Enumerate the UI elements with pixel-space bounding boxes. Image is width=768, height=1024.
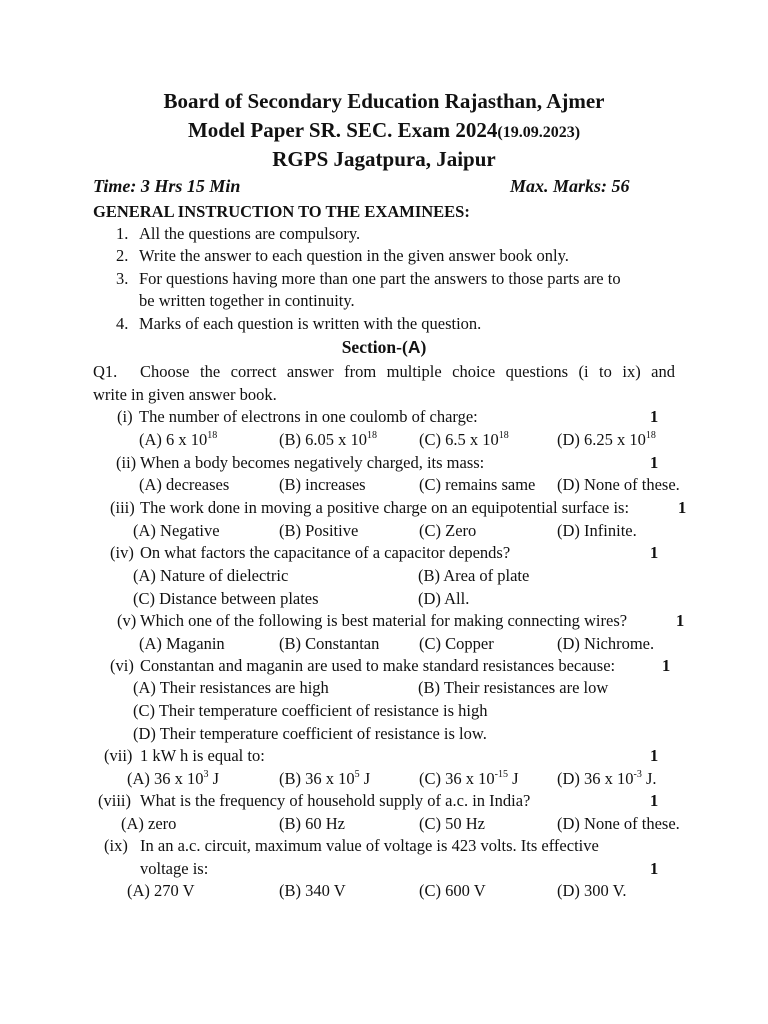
instruction-number: 3. [116, 269, 129, 288]
question-number: (i) [117, 407, 133, 426]
option-d: (D) Their temperature coefficient of resistance is low. [133, 724, 487, 743]
question-mark: 1 [650, 407, 659, 426]
instruction-text: For questions having more than one part the answers to those parts are to [139, 269, 621, 288]
question-mark: 1 [650, 791, 659, 810]
school-name: RGPS Jagatpura, Jaipur [272, 147, 496, 171]
instruction-text: Marks of each question is written with the question. [139, 314, 482, 333]
option-b: (B) 60 Hz [279, 814, 345, 833]
section-suffix: ) [420, 337, 427, 357]
option-c: (C) 600 V [419, 881, 486, 900]
option-d: (D) 300 V. [557, 881, 627, 900]
option-c: (C) Their temperature coefficient of resistance is high [133, 701, 488, 720]
question-mark: 1 [650, 453, 659, 472]
max-marks: Max. Marks: 56 [510, 176, 630, 196]
question-number: (ii) [116, 453, 137, 472]
question-text: What is the frequency of household supply of a.c. in India? [140, 791, 531, 810]
question-number: (vi) [110, 656, 134, 675]
option-a: (A) Maganin [139, 634, 225, 653]
exam-date: (19.09.2023) [497, 124, 581, 141]
instruction-number: 2. [116, 246, 129, 265]
section-letter: A [407, 337, 421, 357]
question-mark: 1 [678, 498, 687, 517]
question-text: When a body becomes negatively charged, its mass: [140, 453, 485, 472]
question-mark: 1 [650, 746, 659, 765]
exam-title-main: Model Paper SR. SEC. Exam 2024 [187, 118, 498, 142]
option-a: (A) decreases [139, 475, 230, 494]
question-label: Q1. [93, 362, 118, 381]
option-b: (B) 340 V [279, 881, 346, 900]
instruction-number: 4. [116, 314, 129, 333]
question-mark: 1 [676, 611, 685, 630]
option-b: (B) Area of plate [418, 566, 530, 585]
option-b: (B) Their resistances are low [418, 678, 609, 697]
option-a: (A) Negative [133, 521, 220, 540]
option-c: (C) 36 x $10^{-15}$ J [419, 769, 519, 788]
option-c: (C) 6.5 x $10^{18}$ [419, 430, 509, 449]
option-a: (A) Nature of dielectric [133, 566, 289, 585]
option-b: (B) Constantan [279, 634, 380, 653]
option-b: (B) 6.05 x $10^{18}$ [279, 430, 377, 449]
question-number: (iv) [110, 543, 134, 562]
option-d: (D) None of these. [557, 475, 680, 494]
question-instruction: Choose the correct answer from multiple choice questions (i to ix) and [140, 362, 675, 381]
question-text: On what factors the capacitance of a capacitor depends? [140, 543, 511, 562]
section-heading [0, 337, 768, 357]
option-c: (C) Copper [419, 634, 494, 653]
question-text: 1 kW h is equal to: [140, 746, 265, 765]
instruction-number: 1. [116, 224, 129, 243]
instructions-heading: GENERAL INSTRUCTION TO THE EXAMINEES: [93, 202, 470, 221]
option-d: (D) Infinite. [557, 521, 637, 540]
question-text: The work done in moving a positive charge on an equipotential surface is: [140, 498, 630, 517]
option-a: (A) Their resistances are high [133, 678, 329, 697]
option-c: (C) Distance between plates [133, 589, 319, 608]
question-number: (viii) [98, 791, 131, 810]
option-d: (D) All. [418, 589, 470, 608]
question-text-continued: voltage is: [140, 859, 209, 878]
option-d: (D) Nichrome. [557, 634, 655, 653]
question-mark: 1 [662, 656, 671, 675]
option-b: (B) increases [279, 475, 366, 494]
option-b: (B) 36 x $10^5$ J [279, 769, 371, 788]
question-text: Which one of the following is best material for making connecting wires? [140, 611, 628, 630]
option-d: (D) None of these. [557, 814, 680, 833]
question-text: The number of electrons in one coulomb of charge: [139, 407, 478, 426]
question-mark: 1 [650, 859, 659, 878]
option-c: (C) remains same [419, 475, 536, 494]
section-prefix: Section-( [341, 337, 408, 357]
instruction-text: All the questions are compulsory. [139, 224, 361, 243]
option-c: (C) 50 Hz [419, 814, 485, 833]
option-d: (D) 6.25 x $10^{18}$ [557, 430, 656, 449]
option-b: (B) Positive [279, 521, 359, 540]
option-a: (A) 6 x $10^{18}$ [139, 430, 218, 449]
board-title: Board of Secondary Education Rajasthan, Ajmer [163, 89, 605, 113]
question-number: (vii) [104, 746, 133, 765]
option-a: (A) 36 x $10^3$ J [127, 769, 220, 788]
instruction-text-continued: be written together in continuity. [139, 291, 355, 310]
option-a: (A) 270 V [127, 881, 195, 900]
question-mark: 1 [650, 543, 659, 562]
question-text: Constantan and maganin are used to make standard resistances because: [140, 656, 616, 675]
option-d: (D) 36 x $10^{-3}$ J. [557, 769, 657, 788]
question-instruction-continued: write in given answer book. [93, 385, 277, 404]
exam-title [0, 117, 768, 146]
exam-time: Time: 3 Hrs 15 Min [93, 176, 241, 196]
question-number: (ix) [104, 836, 128, 855]
option-c: (C) Zero [419, 521, 477, 540]
question-number: (iii) [110, 498, 135, 517]
question-number: (v) [117, 611, 137, 630]
option-a: (A) zero [121, 814, 177, 833]
instruction-text: Write the answer to each question in the given answer book only. [139, 246, 569, 265]
question-text: In an a.c. circuit, maximum value of voltage is 423 volts. Its effective [140, 836, 599, 855]
